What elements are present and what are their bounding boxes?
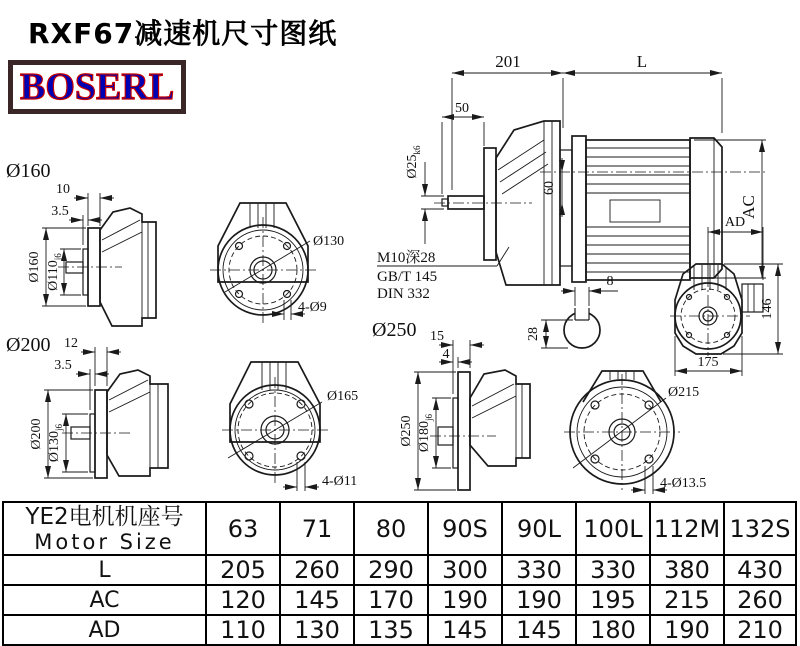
dim-bolt-circle-130: Ø130	[313, 234, 345, 249]
cell-AD-80: 135	[354, 615, 428, 645]
dim-spigot-130-main: Ø130	[47, 430, 62, 463]
col-header-90s: 90S	[428, 502, 502, 555]
dim-146: 146	[760, 298, 775, 320]
brand-logo-text: BOSERL	[20, 66, 175, 108]
top-view	[670, 215, 783, 376]
row-label-AD: AD	[3, 615, 206, 645]
cell-L-80: 290	[354, 555, 428, 585]
col-header-80: 80	[354, 502, 428, 555]
dim-L: L	[636, 52, 648, 71]
col-header-63: 63	[206, 502, 280, 555]
table-header-cn: YE2电机机座号	[25, 503, 184, 530]
col-header-71: 71	[280, 502, 354, 555]
dim-spigot-130	[47, 423, 64, 462]
table-header-row	[3, 502, 796, 555]
dim-bolt-circle-165: Ø165	[327, 389, 359, 404]
cell-AC-90s: 190	[428, 585, 502, 615]
col-header-100l: 100L	[576, 502, 650, 555]
cell-L-63: 205	[206, 555, 280, 585]
row-label-AC: AC	[3, 585, 206, 615]
dim-flange-200: Ø200	[29, 418, 44, 450]
cell-AC-90l: 190	[502, 585, 576, 615]
dim-bolt-circle-215: Ø215	[668, 385, 700, 400]
motor-fins	[586, 148, 690, 272]
side-view-160	[27, 182, 156, 326]
side-view-200	[29, 336, 168, 478]
table-header-motor-size	[3, 502, 206, 555]
dim-AD: AD	[724, 215, 746, 230]
dim-key-width: 8	[606, 274, 614, 289]
dim-shaft-diameter-main: Ø25	[405, 154, 420, 179]
cell-L-90s: 300	[428, 555, 502, 585]
section-label-250: Ø250	[372, 319, 417, 341]
dim-250-4: 4	[442, 347, 450, 362]
cell-AC-63: 120	[206, 585, 280, 615]
col-header-132s: 132S	[724, 502, 796, 555]
dim-AC: AC	[739, 195, 758, 219]
main-side-view	[405, 52, 768, 285]
cell-AC-100l: 195	[576, 585, 650, 615]
dim-spigot-110-fit: j6	[53, 253, 63, 261]
dim-key-depth: 28	[526, 327, 541, 341]
dim-spigot-110-main: Ø110	[46, 260, 61, 291]
table-row-AD	[3, 615, 796, 645]
dim-spigot-110	[46, 253, 63, 291]
side-view-250	[399, 329, 530, 490]
cell-AD-90s: 145	[428, 615, 502, 645]
dim-spigot-180	[417, 413, 434, 452]
cell-AD-63: 110	[206, 615, 280, 645]
dim-flange-160: Ø160	[27, 251, 42, 283]
section-label-160: Ø160	[6, 160, 51, 182]
col-header-112m: 112M	[650, 502, 724, 555]
table-row-AC	[3, 585, 796, 615]
page-title: RXF67减速机尺寸图纸	[28, 17, 338, 50]
dim-holes-4x11: 4-Ø11	[322, 474, 358, 489]
cell-L-71: 260	[280, 555, 354, 585]
dim-shaft-fit: k6	[412, 145, 422, 155]
cell-AD-100l: 180	[576, 615, 650, 645]
dim-175: 175	[697, 355, 719, 370]
cell-AC-80: 170	[354, 585, 428, 615]
cell-L-90l: 330	[502, 555, 576, 585]
note-tapped-hole: M10深28	[377, 250, 436, 266]
dim-holes-4x135: 4-Ø13.5	[660, 476, 707, 491]
dim-160-10: 10	[56, 182, 70, 197]
cell-AD-71: 130	[280, 615, 354, 645]
dim-50: 50	[455, 101, 469, 116]
row-label-L: L	[3, 555, 206, 585]
notes-block	[377, 247, 509, 302]
front-view-215	[564, 371, 706, 494]
cell-AD-112m: 190	[650, 615, 724, 645]
dim-spigot-180-main: Ø180	[417, 420, 432, 453]
table-header-en: Motor Size	[34, 529, 175, 554]
dim-60: 60	[542, 181, 557, 195]
dim-201: 201	[495, 52, 521, 71]
front-view-165	[222, 362, 358, 491]
dim-200-35: 3.5	[54, 358, 72, 373]
cell-AC-132s: 260	[724, 585, 796, 615]
front-view-130	[210, 203, 344, 323]
note-standard-din: DIN 332	[377, 286, 430, 302]
dim-holes-4x9: 4-Ø9	[298, 300, 327, 315]
dim-160-35: 3.5	[51, 204, 69, 219]
section-label-200: Ø200	[6, 334, 51, 356]
cell-AD-132s: 210	[724, 615, 796, 645]
dim-shaft-diameter	[405, 145, 422, 179]
dim-200-12: 12	[64, 336, 78, 351]
cell-L-100l: 330	[576, 555, 650, 585]
cell-AC-112m: 215	[650, 585, 724, 615]
cell-L-112m: 380	[650, 555, 724, 585]
cell-AC-71: 145	[280, 585, 354, 615]
dim-flange-250: Ø250	[399, 415, 414, 447]
dim-spigot-130-fit: j6	[54, 423, 64, 431]
note-standard-gbt: GB/T 145	[377, 269, 438, 285]
dim-250-15: 15	[430, 329, 444, 344]
table-row-L	[3, 555, 796, 585]
dim-spigot-180-fit: j6	[424, 413, 434, 421]
cell-L-132s: 430	[724, 555, 796, 585]
col-header-90l: 90L	[502, 502, 576, 555]
cell-AD-90l: 145	[502, 615, 576, 645]
motor-size-table	[2, 501, 797, 646]
